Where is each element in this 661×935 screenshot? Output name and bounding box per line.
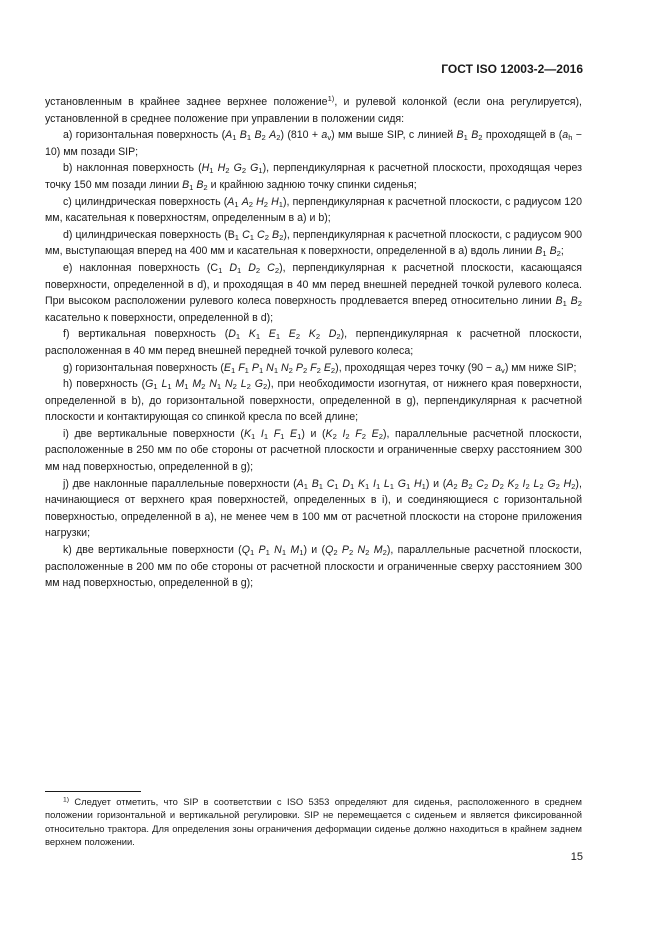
paragraph-a: a) горизонтальная поверхность ($A_1$ $B_1$ $B_2$ $A_2$) $(810 + a_v)$ мм выше SIP, с линией $B_1$ $B_2$ проходящей в $(a_h - 10)$ мм позади SIP; [45, 129, 582, 158]
paragraph-j: j) две наклонные параллельные поверхности ($A_1$ $B_1$ $C_1$ $D_1$ $K_1$ $I_1$ $L_1$ $G_1$ $H_1$) и ($A_2$ $B_2$ $C_2$ $D_2$ $K_2$ $I_2$ $L_2$ $G_2$ $H_2$), начинающиеся от верхнего края поверхностей, определенных в i), и соединяющиеся с горизонтальной поверхностью, определенной в a), не менее чем в 100 мм от расчетной плоскости на стороне приложения нагрузки; [45, 477, 582, 540]
paragraph-e: e) наклонная поверхность ($C_1$ $D_1$ $D_2$ $C_2$), перпендикулярная к расчетной плоскости, касающаяся поверхности, определенной в d), и проходящая в 40 мм перед внешней передней точкой рулевого колеса. При высоком расположении рулевого колеса поверхность продлевается вперед относительно линии $B_1$ $B_2$ касательно к поверхности, определенной в d); [45, 261, 582, 324]
paragraph-h: h) поверхность ($G_1$ $L_1$ $M_1$ $M_2$ $N_1$ $N_2$ $L_2$ $G_2$), при необходимости изогнутая, от нижнего края поверхности, определенной в b), до горизонтальной поверхности, определенной в g), перпендикулярная к расчетной плоскости и контактирующая со спинкой кресла по всей длине; [45, 378, 582, 424]
paragraph-g: g) горизонтальная поверхность ($E_1$ $F_1$ $P_1$ $N_1$ $N_2$ $P_2$ $F_2$ $E_2$), проходящая через точку $(90 - a_v)$ мм ниже SIP; [63, 361, 577, 375]
footnote-separator [45, 791, 141, 792]
paragraph-i: i) две вертикальные поверхности ($K_1$ $I_1$ $F_1$ $E_1$) и ($K_2$ $I_2$ $F_2$ $E_2$), параллельные расчетной плоскости, расположенные в 250 мм по обе стороны от расчетной плоскости и ограниченные сверху расстоянием 300 мм над поверхностью, определенной в g); [45, 427, 582, 474]
paragraph-f: f) вертикальная поверхность ($D_1$ $K_1$ $E_1$ $E_2$ $K_2$ $D_2$), перпендикулярная к расчетной плоскости, расположенная в 40 мм перед внешней передней точкой рулевого колеса; [45, 328, 582, 357]
footnote: $^{1)}$ Следует отметить, что SIP в соответствии с ISO 5353 определяют для сиденья, расположенного в среднем положении горизонтальной и вертикальной регулировки. SIP не перемещается с сиденьем и является фиксированной относительно трактора. Для определения зоны ограничения деформации сиденье должно находиться в крайнем заднем верхнем положении. [45, 796, 582, 848]
paragraph-k: k) две вертикальные поверхности ($Q_1$ $P_1$ $N_1$ $M_1$) и ($Q_2$ $P_2$ $N_2$ $M_2$), параллельные расчетной плоскости, расположенные в 200 мм по обе стороны от расчетной плоскости и ограниченные сверху расстоянием 300 мм над поверхностью, определенной в g); [45, 544, 582, 590]
paragraph-c: c) цилиндрическая поверхность ($A_1$ $A_2$ $H_2$ $H_1$), перпендикулярная к расчетной плоскости, с радиусом 120 мм, касательная к поверхностям, определенным в a) и b); [45, 195, 582, 225]
paragraph-b: b) наклонная поверхность ($H_1$ $H_2$ $G_2$ $G_1$), перпендикулярная к расчетной плоскости, проходящая через точку 150 мм позади линии $B_1$ $B_2$ и крайнюю заднюю точку спинки сиденья; [45, 162, 582, 192]
document-header: ГОСТ ISO 12003-2—2016 [441, 62, 583, 76]
body-text [45, 94, 582, 592]
page-number: 15 [570, 851, 583, 863]
paragraph-d: d) цилиндрическая поверхность ($B_1$ $C_1$ $C_2$ $B_2$), перпендикулярная к расчетной плоскости, с радиусом 900 мм, выступающая вперед на 400 мм и касательная к поверхности, определенной в a) вдоль линии $B_1$ $B_2$; [45, 228, 582, 259]
paragraph-intro: установленным в крайнее заднее верхнее положение$^{1)}$, и рулевой колонкой (если она регулируется), установленной в среднее положение при управлении в положении сидя: [45, 94, 582, 125]
